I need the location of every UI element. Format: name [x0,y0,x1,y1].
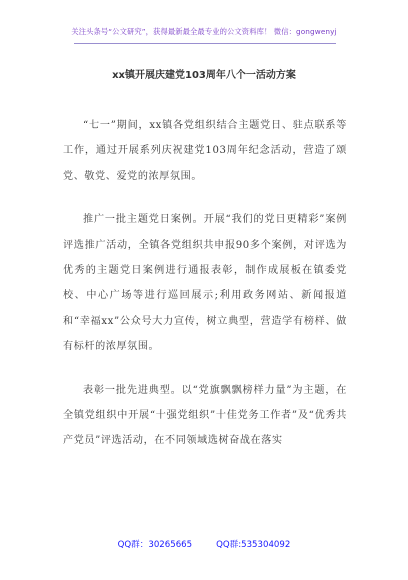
header-divider [74,43,336,44]
document-title: xx镇开展庆建党103周年八个一活动方案 [112,70,296,81]
footer-qq-group-2: QQ群:535304092 [216,540,291,550]
paragraph-commendation: 表彰一批先进典型。以“党旗飘飘榜样力量”为主题，在全镇党组织中开展“十强党组织”十佳党务工作者”及“优秀共产党员”评选活动，在不同领域选树奋战在落实 [63,384,347,447]
paragraph-case-promotion: 推广一批主题党日案例。开展“我们的党日更精彩”案例评选推广活动，全镇各党组织共申报90多个案例，对评选为优秀的主题党日案例进行通报表彰，制作成展板在镇委党校、中心广场等进行巡回展示;利用政务网站、新闻报道和“幸福xx”公众号大力宣传，树立典型，营造学有榜样、做有标杆的浓厚氛围。 [63,214,347,353]
header-banner: 关注头条号“公文研究”，获得最新最全最专业的公文资料库！ 微信：gongwenyj [71,27,337,36]
footer-contact [0,538,408,550]
paragraph-intro: “七一”期间，xx镇各党组织结合主题党日、驻点联系等工作，通过开展系列庆祝建党103周年纪念活动，营造了颂党、敬党、爱党的浓厚氛围。 [63,120,347,182]
document-body [63,113,347,472]
footer-qq-group-1: QQ群：30265665 [117,540,193,550]
